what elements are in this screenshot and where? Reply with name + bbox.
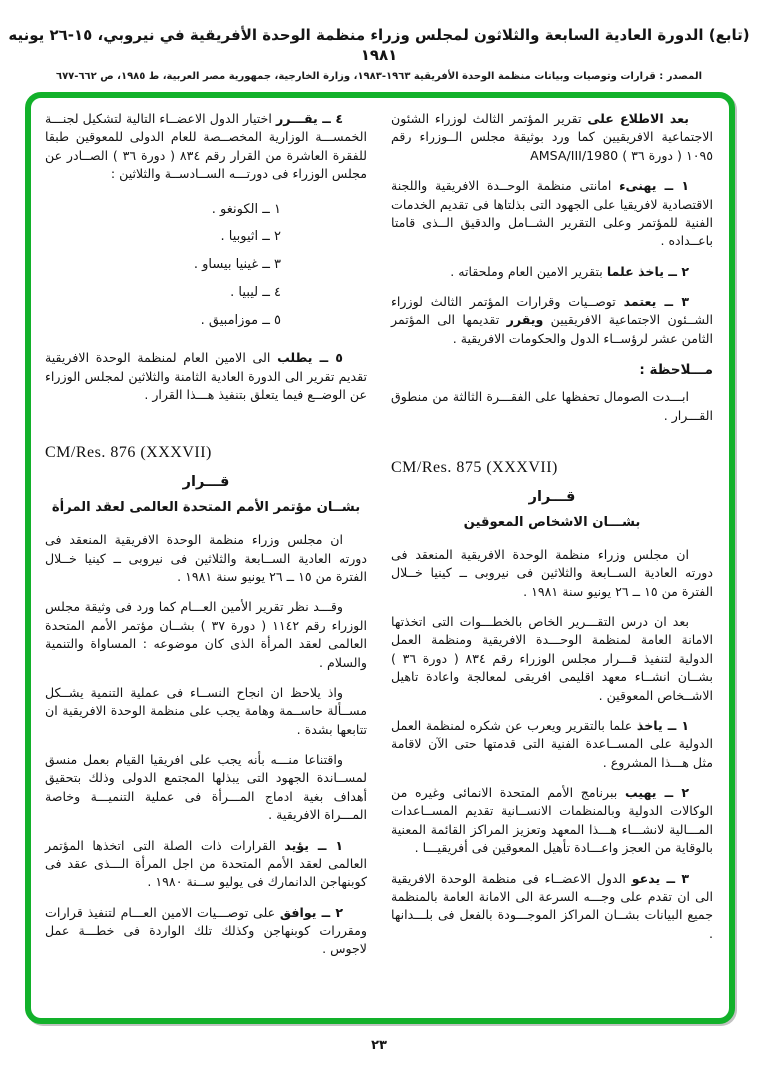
- resolution-ref-876: CM/Res. 876 (XXXVII): [45, 444, 212, 462]
- bold-lead: ١ ــ يهنىء: [619, 178, 689, 194]
- paragraph-text: اختيار الدول الاعضــاء التالية لتشكيل لجنـــة الخمســـة الوزارية المخصــصة للعام الدولى للمعوقين طبقا للفقرة العاشرة من القرار رقم ٨٣٤ ( دورة ٣٦ ) الصــادر عن مجلس الوزراء فى دورتـــه الســادســة والثلاثين :: [45, 111, 368, 182]
- resolution-ref-875: CM/Res. 875 (XXXVII): [391, 458, 558, 476]
- paragraph-text: تقديمها الى المؤتمر الثامن عشر لرؤســاء الدول والحكومات الافريقية .: [391, 312, 713, 346]
- bold-lead: ٥ ــ يطلب: [277, 350, 343, 366]
- preamble: واذ يلاحظ ان انجاح النســاء فى عملية التنمية يشــكل مســألة حاســمة وهامة يجب على منظمة الوحدة الافريقية ان تتابعها بشدة .: [45, 684, 367, 737]
- bold-lead: ويقرر: [506, 312, 544, 328]
- preamble: ان مجلس وزراء منظمة الوحدة الافريقية المنعقد فى دورته العادية الســابعة والثلاثين فى نيروبى ــ كينيا خــلال الفترة من ١٥ ــ ٢٦ يونيو سنة ١٩٨١ .: [391, 546, 713, 599]
- page-number: ٢٣: [371, 1038, 387, 1053]
- bold-lead: بعد الاطلاع على: [587, 111, 689, 126]
- paragraph-text: على توصـــيات الامين العـــام لتنفيذ قرارات ومقررات كوبنهاجن وكذلك تلك الواردة فى خطـــة عمل لاجوس .: [45, 904, 367, 957]
- list-item: ٣ ــ غينيا بيساو .: [193, 257, 281, 273]
- clause-876-1: [45, 837, 367, 892]
- paragraph-text: ببرنامج الأمم المتحدة الانمائى وغيره من الوكالات الدولية وبالمنظمات الانســانية تقديم المســاعدات المـــالية لانشـــاء هـــذا المعهد وتعزيز المراكز القائمة المعنية بالوقاية من العجز واعـــادة تأهيل المعوقين فى أفريقيـــا .: [391, 785, 713, 856]
- paragraph-text: بتقرير الامين العام وملحقاته .: [450, 263, 607, 279]
- paragraph-text: القرارات ذات الصلة التى اتخذها المؤتمر العالمى لعقد الأمم المتحدة من اجل المرأة الـــذى عقد فى كوبنهاجن الدانمارك فى يوليو ســنة ١٩٨٠ .: [45, 837, 367, 890]
- bold-lead: ٢ ــ يوافق: [279, 904, 343, 920]
- list-item: ٥ ــ موزامبيق .: [200, 313, 281, 329]
- bold-lead: ١ ــ ياخذ: [636, 717, 689, 733]
- resolution-title: قـــرار: [528, 488, 576, 505]
- bold-lead: ٢ ــ ياخذ علما: [606, 263, 689, 279]
- clause-4: [45, 110, 367, 184]
- bold-lead: ٣ ــ يدعو: [631, 870, 689, 886]
- header-title: (تابع) الدورة العادية السابعة والثلاثون لمجلس وزراء منظمة الوحدة الأفريقية في نيروبي، ١٥-٢٦ يونيه ١٩٨١: [8, 26, 750, 64]
- bold-lead: ٤ ــ يقـــرر: [275, 111, 344, 126]
- paragraph-text: الدول الاعضــاء فى منظمة الوحدة الافريقية الى ان تقدم على وجـــه السرعة الى الامانة العامة بالمنظمة جميع البيانات بشــان المراكز الموجـــودة بالفعل فى بلـــدانها .: [391, 870, 713, 941]
- paragraph-text: علما بالتقرير ويعرب عن شكره لمنظمة العمل الدولية على المســاعدة الفنية التى قدمتها حتى الآن لاقامة مثل هـــذا المشروع .: [391, 717, 713, 770]
- list-item: ١ ــ الكونغو .: [211, 201, 281, 217]
- clause-875-1: [391, 717, 713, 772]
- preamble: وقـــد نظر تقرير الأمين العـــام كما ورد فى وثيقة مجلس الوزراء رقم ١١٤٢ ( دورة ٣٧ ) بشــان مؤتمر الأمم المتحدة العالمى لعقد المرأة الذى كان موضوعه : المساواة والتنمية والسلام .: [45, 599, 368, 670]
- paragraph-text: الى الامين العام لمنظمة الوحدة الافريقية تقديم تقرير الى الدورة العادية الثامنة والثلاثين لمجلس الوزراء عن الوضــع فيما يتعلق بتنفيذ هـــذا القرار .: [45, 350, 367, 402]
- paragraph-text: تقرير المؤتمر الثالث لوزراء الشئون الاجتماعية الافريقيين كما ورد بوثيقة مجلس الــوزراء رقم ١٠٩٥ ( دورة ٣٦ ) AMSA/III/1980: [391, 111, 713, 163]
- right-column: [391, 110, 713, 1010]
- paragraph-text: امانتى منظمة الوحــدة الافريقية واللجنة الاقتصادية لافريقيا على الجهود التى بذلتاها فى تقديم الخدمات الفنية للمؤتمر وعلى التقرير الشــامل والدقيق الــذى قامتا باعــداده .: [391, 178, 713, 249]
- paragraph-opening: [391, 110, 713, 165]
- member-state-list: [45, 196, 281, 336]
- note-heading: مـــلاحظة :: [639, 362, 713, 379]
- clause-876-2: [45, 904, 367, 959]
- bold-lead: ١ ــ يؤيد: [284, 837, 343, 853]
- clause-3: [391, 293, 713, 348]
- clause-875-2: [391, 784, 713, 858]
- header-source-line: المصدر : قرارات وتوصيات وبيانات منظمة الوحدة الأفريقية ١٩٦٣-١٩٨٣، وزارة الخارجية، جمهورية مصر العربية، ط ١٩٨٥، ص ٦٦٢-٦٧٧: [55, 71, 703, 82]
- resolution-subject: بشـــان الاشخاص المعوقين: [463, 514, 641, 530]
- content-frame: [25, 92, 735, 1024]
- preamble: بعد ان درس التقـــرير الخاص بالخطـــوات التى اتخذتها الامانة العامة لمنظمة الوحـــدة الافريقية ومنظمة العمل الدولية لتنفيذ قـــرار مجلس الوزراء رقم ٨٣٤ ( دورة ٣٦ ) بشــان انشــاء معهد اقليمى افريقى لمعالجة واعادة تاهيل الاشــخاص المعوقين .: [391, 614, 713, 703]
- paragraph-text: توصــيات وقرارات المؤتمر الثالث لوزراء الشــئون الاجتماعية الافريقيين: [391, 294, 713, 328]
- list-item: ٢ ــ اثيوبيا .: [220, 229, 281, 245]
- page-header: [0, 0, 758, 82]
- note-body: ابـــدت الصومال تحفظها على الفقـــرة الثالثة من منطوق القـــرار .: [391, 389, 713, 423]
- clause-875-3: [391, 870, 713, 944]
- list-item: ٤ ــ ليبيا .: [230, 285, 281, 301]
- clause-5: [45, 349, 367, 404]
- resolution-title: قـــرار: [182, 474, 230, 491]
- resolution-subject: بشــان مؤتمر الأمم المتحدة العالمى لعقد المرأة: [51, 500, 361, 516]
- preamble: واقتناعا منـــه بأنه يجب على افريقيا القيام بعمل منسق لمســاندة الجهود التى يبذلها المجتمع الدولى وذلك بتحقيق أهداف بغية ادماج المـــرأة فى عملية التنميـــة وخاصة المـــراة الافريقية .: [45, 752, 367, 823]
- preamble: ان مجلس وزراء منظمة الوحدة الافريقية المنعقد فى دورته العادية الســابعة والثلاثين فى نيروبى ــ كينيا خــلال الفترة من ١٥ ــ ٢٦ يونيو سنة ١٩٨١ .: [45, 532, 367, 585]
- clause-2: [391, 263, 713, 281]
- bold-lead: ٢ ــ يهيب: [624, 785, 689, 800]
- clause-1: [391, 177, 713, 251]
- bold-lead: ٣ ــ يعتمد: [623, 294, 689, 309]
- left-column: [45, 110, 367, 1010]
